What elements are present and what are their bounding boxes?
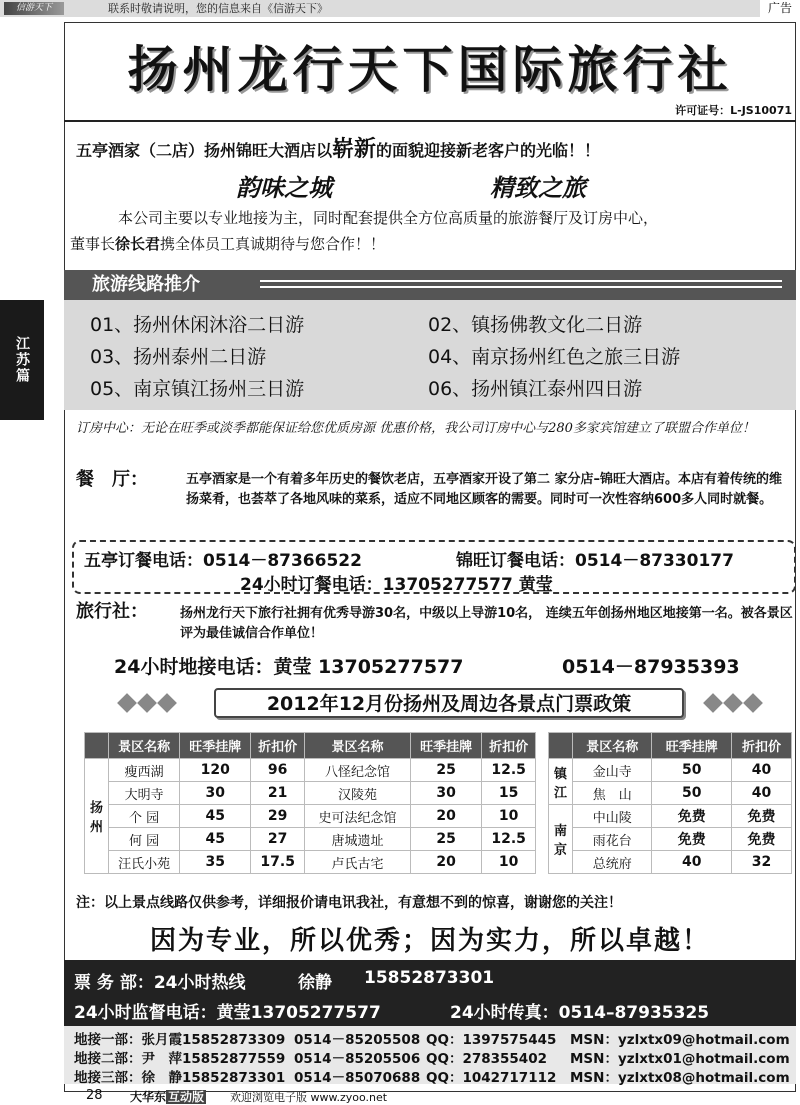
contact-tel[interactable]: 0514－85070688 bbox=[294, 1070, 421, 1086]
table-row bbox=[549, 805, 792, 828]
table-row bbox=[85, 851, 536, 874]
booking-center-text: 订房中心：无论在旺季或淡季都能保证给您优质房源 优惠价格，我公司订房中心与280多家宾馆建立了联盟合作单位！ bbox=[76, 421, 755, 436]
peak-price: 30 bbox=[180, 782, 251, 805]
discount-price: 17.5 bbox=[251, 851, 305, 874]
contact-msn[interactable]: MSN：yzlxtx08@hotmail.com bbox=[570, 1070, 790, 1086]
contact-qq[interactable]: QQ：1042717112 bbox=[426, 1070, 557, 1086]
col-name: 景区名称 bbox=[109, 733, 180, 759]
scenic-name: 中山陵 bbox=[573, 805, 652, 828]
slogan-2: 精致之旅 bbox=[490, 173, 586, 202]
interactive-badge: 互动版 bbox=[168, 1090, 205, 1104]
hotel-headline bbox=[76, 132, 796, 163]
headline-part2: 的面貌迎接新老客户的光临！！ bbox=[376, 141, 601, 160]
region-header bbox=[85, 733, 109, 759]
peak-price: 120 bbox=[180, 759, 251, 782]
scenic-name: 史可法纪念馆 bbox=[305, 805, 411, 828]
diamond-icon bbox=[137, 693, 157, 713]
route-item[interactable]: 02、镇扬佛教文化二日游 bbox=[428, 314, 643, 336]
page-footer bbox=[0, 1088, 800, 1105]
col-name: 景区名称 bbox=[573, 733, 652, 759]
brand-name: 大华东 bbox=[130, 1090, 167, 1104]
intro-line1: 本公司主要以专业地接为主，同时配套提供全方位高质量的旅游餐厅及订房中心， bbox=[118, 209, 659, 227]
top-bar bbox=[0, 0, 800, 17]
scenic-name: 唐城遗址 bbox=[305, 828, 411, 851]
scenic-name: 何 园 bbox=[109, 828, 180, 851]
region-label-yangzhou: 扬州 bbox=[85, 759, 109, 874]
discount-price: 免费 bbox=[731, 805, 791, 828]
scenic-name: 汪氏小苑 bbox=[109, 851, 180, 874]
discount-price: 40 bbox=[731, 782, 791, 805]
dining-phone-box bbox=[72, 540, 796, 594]
ad-label: 广告 bbox=[760, 0, 800, 17]
scenic-name: 个 园 bbox=[109, 805, 180, 828]
scenic-name: 瘦西湖 bbox=[109, 759, 180, 782]
scenic-name: 卢氏古宅 bbox=[305, 851, 411, 874]
intro-text bbox=[70, 205, 794, 257]
license-number: 许可证号：L-JS10071 bbox=[675, 104, 792, 117]
contact-tel[interactable]: 0514－85205508 bbox=[294, 1032, 421, 1048]
routes-title: 旅游线路推介 bbox=[92, 274, 200, 295]
table-row bbox=[549, 759, 792, 782]
scenic-name: 焦 山 bbox=[573, 782, 652, 805]
diamond-icon bbox=[157, 693, 177, 713]
intro-chairman-label: 董事长 bbox=[70, 235, 116, 253]
yangzhou-ticket-table bbox=[84, 732, 536, 874]
contact-qq[interactable]: QQ：278355402 bbox=[426, 1051, 547, 1067]
discount-price: 32 bbox=[731, 851, 791, 874]
peak-price: 20 bbox=[411, 851, 482, 874]
header-decor-lines bbox=[260, 280, 782, 288]
region-label-zhenjiang: 镇江 bbox=[549, 759, 573, 805]
table-row bbox=[549, 851, 792, 874]
peak-price: 免费 bbox=[652, 805, 731, 828]
intro-line2: 携全体员工真诚期待与您合作！！ bbox=[160, 235, 386, 253]
ticket-policy-title: 2012年12月份扬州及周边各景点门票政策 bbox=[214, 688, 684, 718]
diamond-icon bbox=[117, 693, 137, 713]
contact-msn[interactable]: MSN：yzlxtx09@hotmail.com bbox=[570, 1032, 790, 1048]
col-name: 景区名称 bbox=[305, 733, 411, 759]
zhenjiang-nanjing-ticket-table bbox=[548, 732, 792, 874]
local-phone-b[interactable]: 0514－87935393 bbox=[562, 656, 740, 678]
col-peak: 旺季挂牌 bbox=[652, 733, 731, 759]
table-header-row bbox=[85, 733, 536, 759]
contact-dept: 地接三部：徐 静15852873301 bbox=[74, 1070, 286, 1086]
peak-price: 45 bbox=[180, 828, 251, 851]
contact-msn[interactable]: MSN：yzlxtx01@hotmail.com bbox=[570, 1051, 790, 1067]
headline-part1: 五亭酒家（二店）扬州锦旺大酒店以 bbox=[76, 141, 333, 160]
top-notice: 联系时敬请说明，您的信息来自《信游天下》 bbox=[108, 2, 328, 15]
col-disc: 折扣价 bbox=[482, 733, 536, 759]
dining-text: 五亭酒家是一个有着多年历史的餐饮老店，五亭酒家开设了第二 家分店–锦旺大酒店。本店有着传统的维扬菜肴，也荟萃了各地风味的菜系，适应不同地区顾客的需要。同时可一次性容纳600多人同时就餐。 bbox=[186, 472, 783, 507]
ticket-policy-header bbox=[64, 688, 796, 718]
page-number: 28 bbox=[86, 1088, 103, 1103]
peak-price: 20 bbox=[411, 805, 482, 828]
peak-price: 25 bbox=[411, 759, 482, 782]
col-peak: 旺季挂牌 bbox=[180, 733, 251, 759]
discount-price: 21 bbox=[251, 782, 305, 805]
discount-price: 27 bbox=[251, 828, 305, 851]
table-row bbox=[549, 828, 792, 851]
ticket-office-label: 票 务 部：24小时热线 bbox=[74, 973, 246, 993]
discount-price: 10 bbox=[482, 805, 536, 828]
route-item[interactable]: 01、扬州休闲沐浴二日游 bbox=[90, 314, 305, 336]
agency-text: 扬州龙行天下旅行社拥有优秀导游30名，中级以上导游10名， 连续五年创扬州地区地接第一名。被各景区评为最佳诚信合作单位！ bbox=[180, 606, 793, 641]
discount-price: 12.5 bbox=[482, 828, 536, 851]
routes-list bbox=[64, 300, 796, 410]
headline-big: 崭新 bbox=[332, 137, 377, 162]
diamond-icon bbox=[703, 693, 723, 713]
contact-qq[interactable]: QQ：1397575445 bbox=[426, 1032, 557, 1048]
table-row bbox=[85, 805, 536, 828]
col-peak: 旺季挂牌 bbox=[411, 733, 482, 759]
contact-dept: 地接一部：张月霞15852873309 bbox=[74, 1032, 286, 1048]
peak-price: 25 bbox=[411, 828, 482, 851]
table-row bbox=[549, 782, 792, 805]
scenic-name: 八怪纪念馆 bbox=[305, 759, 411, 782]
discount-price: 15 bbox=[482, 782, 536, 805]
magazine-logo: 信游天下 bbox=[4, 2, 64, 15]
agency-title: 扬州龙行天下国际旅行社 bbox=[127, 40, 733, 99]
motto: 因为专业，所以优秀；因为实力，所以卓越！ bbox=[149, 926, 710, 956]
discount-price: 10 bbox=[482, 851, 536, 874]
slogan-1: 韵味之城 bbox=[236, 173, 332, 202]
region-label-nanjing: 南京 bbox=[549, 805, 573, 874]
table-row bbox=[85, 759, 536, 782]
peak-price: 50 bbox=[652, 759, 731, 782]
routes-header bbox=[64, 270, 796, 300]
supervise-phone[interactable]: 24小时监督电话：黄莹13705277577 bbox=[74, 1003, 381, 1023]
scenic-name: 雨花台 bbox=[573, 828, 652, 851]
col-disc: 折扣价 bbox=[251, 733, 305, 759]
discount-price: 12.5 bbox=[482, 759, 536, 782]
table-row bbox=[85, 828, 536, 851]
peak-price: 50 bbox=[652, 782, 731, 805]
agency-label: 旅行社： bbox=[76, 601, 148, 622]
contacts-block bbox=[64, 1026, 796, 1084]
peak-price: 30 bbox=[411, 782, 482, 805]
note-text: 注：以上景点线路仅供参考，详细报价请电讯我社，有意想不到的惊喜，谢谢您的关注！ bbox=[76, 895, 622, 911]
scenic-name: 金山寺 bbox=[573, 759, 652, 782]
table-row bbox=[85, 782, 536, 805]
footer-brand bbox=[130, 1088, 206, 1105]
discount-price: 免费 bbox=[731, 828, 791, 851]
col-disc: 折扣价 bbox=[731, 733, 791, 759]
discount-price: 96 bbox=[251, 759, 305, 782]
local-phone-a[interactable]: 24小时地接电话：黄莹 13705277577 bbox=[114, 656, 464, 678]
footer-website[interactable]: 欢迎浏览电子版 www.zyoo.net bbox=[230, 1091, 388, 1104]
h24-dining-phone[interactable]: 24小时订餐电话：13705277577 黄莹 bbox=[240, 575, 553, 595]
fax-number[interactable]: 24小时传真：0514–87935325 bbox=[450, 1003, 710, 1023]
ticket-office-name: 徐静 bbox=[298, 973, 332, 993]
region-header bbox=[549, 733, 573, 759]
scenic-name: 汉陵苑 bbox=[305, 782, 411, 805]
dining-label: 餐 厅： bbox=[76, 469, 148, 490]
contact-tel[interactable]: 0514－85205506 bbox=[294, 1051, 421, 1067]
peak-price: 35 bbox=[180, 851, 251, 874]
route-item[interactable]: 04、南京扬州红色之旅三日游 bbox=[428, 346, 681, 368]
side-tab-jiangsu[interactable]: 江苏篇 bbox=[0, 300, 44, 420]
wuting-phone[interactable]: 五亭订餐电话：0514－87366522 bbox=[84, 551, 362, 571]
diamond-icon bbox=[723, 693, 743, 713]
discount-price: 29 bbox=[251, 805, 305, 828]
table-header-row bbox=[549, 733, 792, 759]
ticket-office-phone[interactable]: 15852873301 bbox=[364, 968, 495, 988]
chairman-name: 徐长君 bbox=[115, 235, 161, 253]
jinwang-phone[interactable]: 锦旺订餐电话：0514－87330177 bbox=[456, 551, 734, 571]
route-item[interactable]: 06、扬州镇江泰州四日游 bbox=[428, 378, 643, 400]
contact-dept: 地接二部：尹 萍15852877559 bbox=[74, 1051, 286, 1067]
peak-price: 免费 bbox=[652, 828, 731, 851]
discount-price: 40 bbox=[731, 759, 791, 782]
diamond-icon bbox=[743, 693, 763, 713]
scenic-name: 大明寺 bbox=[109, 782, 180, 805]
peak-price: 40 bbox=[652, 851, 731, 874]
peak-price: 45 bbox=[180, 805, 251, 828]
scenic-name: 总统府 bbox=[573, 851, 652, 874]
route-item[interactable]: 05、南京镇江扬州三日游 bbox=[90, 378, 305, 400]
hotline-block bbox=[64, 960, 796, 1026]
route-item[interactable]: 03、扬州泰州二日游 bbox=[90, 346, 267, 368]
divider bbox=[64, 120, 796, 122]
